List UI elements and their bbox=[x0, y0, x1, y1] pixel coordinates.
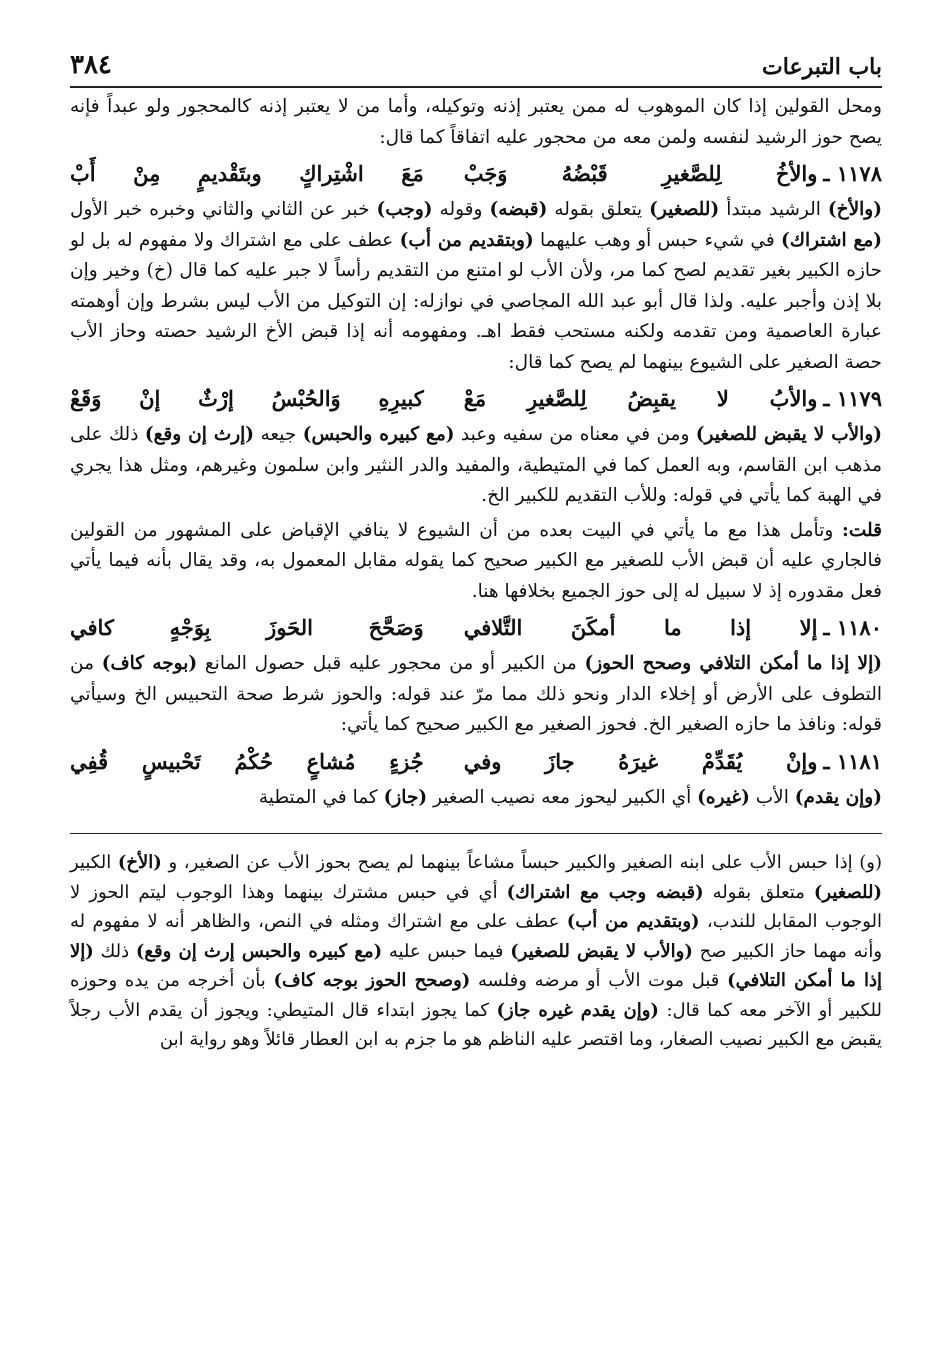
text-run: خبر عن الثاني والثاني وخبره خبر الأول bbox=[70, 199, 377, 220]
bold-term: (وإن يقدم غيره جاز) bbox=[496, 999, 659, 1021]
page-number: ٣٨٤ bbox=[70, 50, 112, 80]
bold-term: (قبضه وجب مع اشتراك) bbox=[506, 881, 704, 903]
verse-second-hemistich: جُزءٍ مُشاعٍ حُكْمُ تَحْبيسٍ قُفِي bbox=[70, 748, 424, 774]
text-run: الكبير bbox=[70, 852, 118, 873]
text-run: جيعه bbox=[254, 424, 303, 445]
text-run: ومن في معناه من سفيه وعبد bbox=[454, 424, 696, 445]
text-run: متعلق بقوله bbox=[703, 881, 814, 903]
text-run: فيما حبس عليه bbox=[382, 940, 511, 962]
verse-first-hemistich: إلا إذا ما أمكَنَ التَّلافي bbox=[463, 615, 818, 640]
footnote-separator bbox=[70, 833, 882, 834]
footnote-text bbox=[70, 848, 882, 1055]
bold-term: (والأب لا يقبض للصغير) bbox=[510, 940, 693, 962]
bold-term: (غيره) bbox=[697, 786, 750, 808]
text-run: ومحل القولين إذا كان الموهوب له ممن يعتبر إذنه وتوكيله، وأما من لا يعتبر إذنه كالمحجور ولو عبداً فإنه يصح حوز الرشيد لنفسه ولمن معه من محجور عليه اتفاقاً كما قال: bbox=[70, 96, 882, 148]
bold-term: (إلا إذا ما أمكن التلافي) bbox=[70, 940, 882, 991]
verse-second-hemistich: وَصَحَّحَ الحَوزَ بِوَجْهٍ كافي bbox=[70, 615, 424, 640]
bold-term: (مع كبيره والحبس إرث إن وقع) bbox=[135, 940, 383, 962]
text-run: من الكبير أو من محجور عليه قبل حصول المانع bbox=[197, 653, 585, 674]
commentary-paragraph bbox=[70, 783, 882, 814]
text-run: عطف على مع اشتراك ولا مفهوم له بل لو حازه الكبير بغير تقديم لصح كما مر، ولأن الأب لو امتنع من التقديم رأساً لا جبر عليه كما قال (خ) وخير وإن بلا إذن وأجبر عليه. ولذا قال أبو عبد الله المجاصي في نوازله: إن التوكيل من الأب ليس بشرط وإن أوهمته عبارة العاصمية ومن تقدمه ولكنه مستحب فقط اهـ. ومفهومه أنه إذا قبض الأخ الرشيد حصته وحاز الأب حصة الصغير على الشيوع بينهما لم يصح كما قال: bbox=[70, 229, 882, 373]
commentary-paragraph bbox=[70, 92, 882, 153]
bold-term: (مع كبيره والحبس) bbox=[302, 424, 455, 445]
verse-second-hemistich: كبيرِهِ وَالحُبْسُ إرْثٌ إنْ وَقَعْ bbox=[70, 386, 424, 411]
main-text bbox=[70, 92, 882, 813]
verse-number: ١١٨١ ـ bbox=[823, 748, 882, 774]
chapter-title: باب التبرعات bbox=[762, 54, 882, 80]
bold-term: (وبتقديم من أب) bbox=[566, 911, 700, 932]
text-run: من التطوف على الأرض أو إخلاء الدار ونحو ذلك مما مرّ عند قوله: والحوز شرط صحة التحبيس الخ وسيأتي قوله: ونافذ ما حازه الصغير الخ. فحوز الصغير مع الكبير صحيح كما يأتي: bbox=[70, 653, 882, 735]
verse-number: ١١٧٨ ـ bbox=[823, 161, 882, 186]
text-run: وتأمل هذا مع ما يأتي في البيت بعده من أن الشيوع لا ينافي الإقباض على المشهور من القولين فالجاري عليه أن قبض الأب للصغير مع الكبير صحيح كما يقوله مقابل المعمول به، وقد يقال بأنه فيما يأتي فعل مقدوره إذ لا سبيل له إلى حوز الجميع بخلافها هنا. bbox=[70, 519, 882, 602]
bold-term: (للصغير) bbox=[649, 199, 720, 220]
commentary-paragraph bbox=[70, 420, 882, 512]
poem-verse bbox=[70, 611, 882, 645]
text-run: كما يجوز ابتداء قال المتيطي: ويجوز أن يقدم الأب رجلاً يقبض مع الكبير نصيب الصغار، وما اقتصر عليه الناظم هو ما جزم به ابن العطار قائلاً وهو رواية ابن bbox=[70, 999, 882, 1050]
text-run: ذلك على مذهب ابن القاسم، وبه العمل كما في المتيطية، والمفيد والدر النثير وابن سلمون وغيرهم، ومثل هذا يجري في الهبة كما يأتي في قوله: وللأب التقديم للكبير الخ. bbox=[70, 424, 882, 506]
bold-term: (جاز) bbox=[383, 786, 428, 808]
verse-first-hemistich: وإنْ يُقَدِّمْ غيرَهُ جازَ وفي bbox=[463, 748, 818, 774]
poem-verse bbox=[70, 157, 882, 191]
commentary-paragraph bbox=[70, 516, 882, 608]
bold-term: (إرث إن وقع) bbox=[144, 424, 255, 445]
verse-number: ١١٨٠ ـ bbox=[823, 615, 882, 640]
bold-term: (إلا إذا ما أمكن التلافي وصحح الحوز) bbox=[584, 653, 882, 674]
text-run: كما في المتطية bbox=[258, 786, 384, 808]
bold-term: (وإن يقدم) bbox=[794, 786, 882, 808]
text-run: الرشيد مبتدأ bbox=[719, 199, 828, 220]
bold-term: (وبتقديم من أب) bbox=[399, 229, 534, 251]
text-run: أي الكبير ليحوز معه نصيب الصغير bbox=[427, 786, 698, 808]
verse-second-hemistich: مَعَ اشْتِراكٍ وبتَقْديمٍ مِنْ أَبْ bbox=[70, 161, 424, 186]
bold-term: قلت: bbox=[842, 519, 882, 541]
poem-verse bbox=[70, 382, 882, 416]
commentary-paragraph bbox=[70, 195, 882, 378]
text-run: أي في حبس مشترك بينهما وهذا الوجوب ليتم الحوز لا الوجوب المقابل للندب، bbox=[70, 881, 882, 932]
bold-term: (والأب لا يقبض للصغير) bbox=[695, 424, 883, 445]
text-run: وقوله bbox=[432, 199, 490, 220]
verse-number: ١١٧٩ ـ bbox=[823, 386, 882, 411]
text-run: الأب bbox=[749, 786, 795, 808]
text-run: قبل موت الأب أو مرضه وفلسه bbox=[470, 970, 728, 991]
verse-first-hemistich: والأخُ لِلصَّغيرِ قَبْضُهُ وَجَبْ bbox=[463, 161, 818, 186]
bold-term: (قبضه) bbox=[489, 199, 548, 220]
text-run: ذلك bbox=[93, 940, 136, 962]
bold-term: (الأخ) bbox=[117, 852, 162, 873]
bold-term: (وجب) bbox=[376, 199, 433, 220]
text-run: بأن أخرجه من يده وحوزه للكبير أو الآخر معه كما قال: bbox=[70, 970, 882, 1021]
text-run: عطف على مع اشتراك ومثله في النص، والظاهر أنه لا مفهوم له وأنه مهما حاز الكبير صح bbox=[70, 911, 883, 962]
text-run: في شيء حبس أو وهب عليهما bbox=[533, 229, 782, 251]
text-run: (و) إذا حبس الأب على ابنه الصغير والكبير حبساً مشاعاً بينهما لم يصح بحوز الأب عن الصغير، و bbox=[161, 852, 882, 873]
bold-term: (بوجه كاف) bbox=[101, 653, 198, 674]
text-run: يتعلق بقوله bbox=[547, 199, 650, 220]
bold-term: (مع اشتراك) bbox=[781, 229, 882, 251]
commentary-paragraph bbox=[70, 649, 882, 741]
verse-first-hemistich: والأبُ لا يقبِضُ لِلصَّغيرِ مَعْ bbox=[463, 386, 818, 411]
poem-verse bbox=[70, 745, 882, 779]
bold-term: (والأخ) bbox=[827, 199, 882, 220]
page-header bbox=[70, 26, 882, 88]
bold-term: (للصغير) bbox=[813, 881, 883, 903]
bold-term: (وصحح الحوز بوجه كاف) bbox=[273, 970, 471, 991]
